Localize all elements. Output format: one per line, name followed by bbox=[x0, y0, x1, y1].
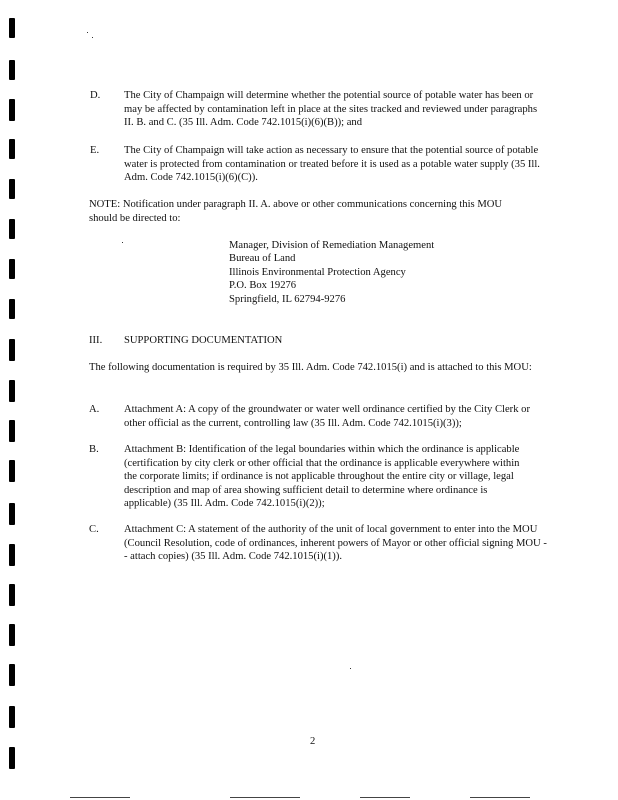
intro-paragraph: The following documentation is required by 35 Ill. Adm. Code 742.1015(i) and is attached to this MOU: bbox=[89, 362, 532, 373]
binding-mark bbox=[9, 18, 15, 38]
item-text: The City of Champaign will determine whether the potential source of potable water has been or may be affected by contamination left in place at the sites tracked and reviewed under paragraphs II. B. and C. (35 Ill. Adm. Code 742.1015(i)(6)(B)); and bbox=[124, 90, 538, 128]
binding-mark bbox=[9, 747, 15, 769]
address-line: Manager, Division of Remediation Management bbox=[229, 240, 435, 251]
attachment-text: Attachment A: A copy of the groundwater or water well ordinance certified by the City Clerk or other official as the current, controlling law (35 Ill. Adm. Code 742.1015(i)(3)); bbox=[124, 404, 530, 429]
scan-speck bbox=[87, 32, 88, 33]
attachment-letter: B. bbox=[89, 444, 99, 455]
attachment-text: Attachment B: Identification of the legal boundaries within which the ordinance is applicable (certification by city clerk or other official that the ordinance is applicable everywhere within the corporate limits; if ordinance is not applicable throughout the entire city or village, legal description and map of area showing sufficient detail to determine where ordinance is applicable) (35 Ill. Adm. Code 742.1015(i)(2)); bbox=[124, 444, 520, 509]
binding-mark bbox=[9, 139, 15, 159]
scan-speck bbox=[92, 37, 93, 38]
binding-mark bbox=[9, 299, 15, 319]
binding-mark bbox=[9, 60, 15, 80]
scan-speck bbox=[122, 242, 123, 243]
page-number: 2 bbox=[310, 736, 316, 747]
attachment-text: Attachment C: A statement of the authority of the unit of local government to enter into the MOU (Council Resolution, code of ordinances, inherent powers of Mayor or other official signing MOU -- attach copies) (35 Ill. Adm. Code 742.1015(i)(1)). bbox=[124, 524, 547, 562]
binding-mark bbox=[9, 503, 15, 525]
scan-edge bbox=[360, 797, 410, 798]
binding-mark bbox=[9, 339, 15, 361]
scan-speck bbox=[350, 668, 351, 669]
binding-mark bbox=[9, 460, 15, 482]
binding-mark bbox=[9, 99, 15, 121]
address-line: Bureau of Land bbox=[229, 253, 296, 264]
binding-mark bbox=[9, 420, 15, 442]
binding-mark bbox=[9, 624, 15, 646]
item-text: The City of Champaign will take action as necessary to ensure that the potential source of potable water is protected from contamination or treated before it is used as a potable water supply (35 Ill. Adm. Code 742.1015(i)(6)(C)). bbox=[124, 145, 540, 183]
note-paragraph: NOTE: Notification under paragraph II. A. above or other communications concerning this MOU should be directed to: bbox=[89, 199, 503, 224]
binding-mark bbox=[9, 380, 15, 402]
item-letter: D. bbox=[90, 90, 101, 101]
address-line: P.O. Box 19276 bbox=[229, 280, 297, 291]
item-letter: E. bbox=[90, 145, 100, 156]
binding-mark bbox=[9, 544, 15, 566]
address-line: Illinois Environmental Protection Agency bbox=[229, 267, 406, 278]
binding-mark bbox=[9, 706, 15, 728]
binding-mark bbox=[9, 219, 15, 239]
scan-edge bbox=[70, 797, 130, 798]
address-line: Springfield, IL 62794-9276 bbox=[229, 294, 346, 305]
section-title: SUPPORTING DOCUMENTATION bbox=[124, 335, 283, 346]
attachment-letter: C. bbox=[89, 524, 99, 535]
scan-edge bbox=[230, 797, 300, 798]
binding-mark bbox=[9, 584, 15, 606]
binding-mark bbox=[9, 179, 15, 199]
scan-edge bbox=[470, 797, 530, 798]
binding-mark bbox=[9, 259, 15, 279]
section-number: III. bbox=[89, 335, 103, 346]
binding-mark bbox=[9, 664, 15, 686]
attachment-letter: A. bbox=[89, 404, 100, 415]
